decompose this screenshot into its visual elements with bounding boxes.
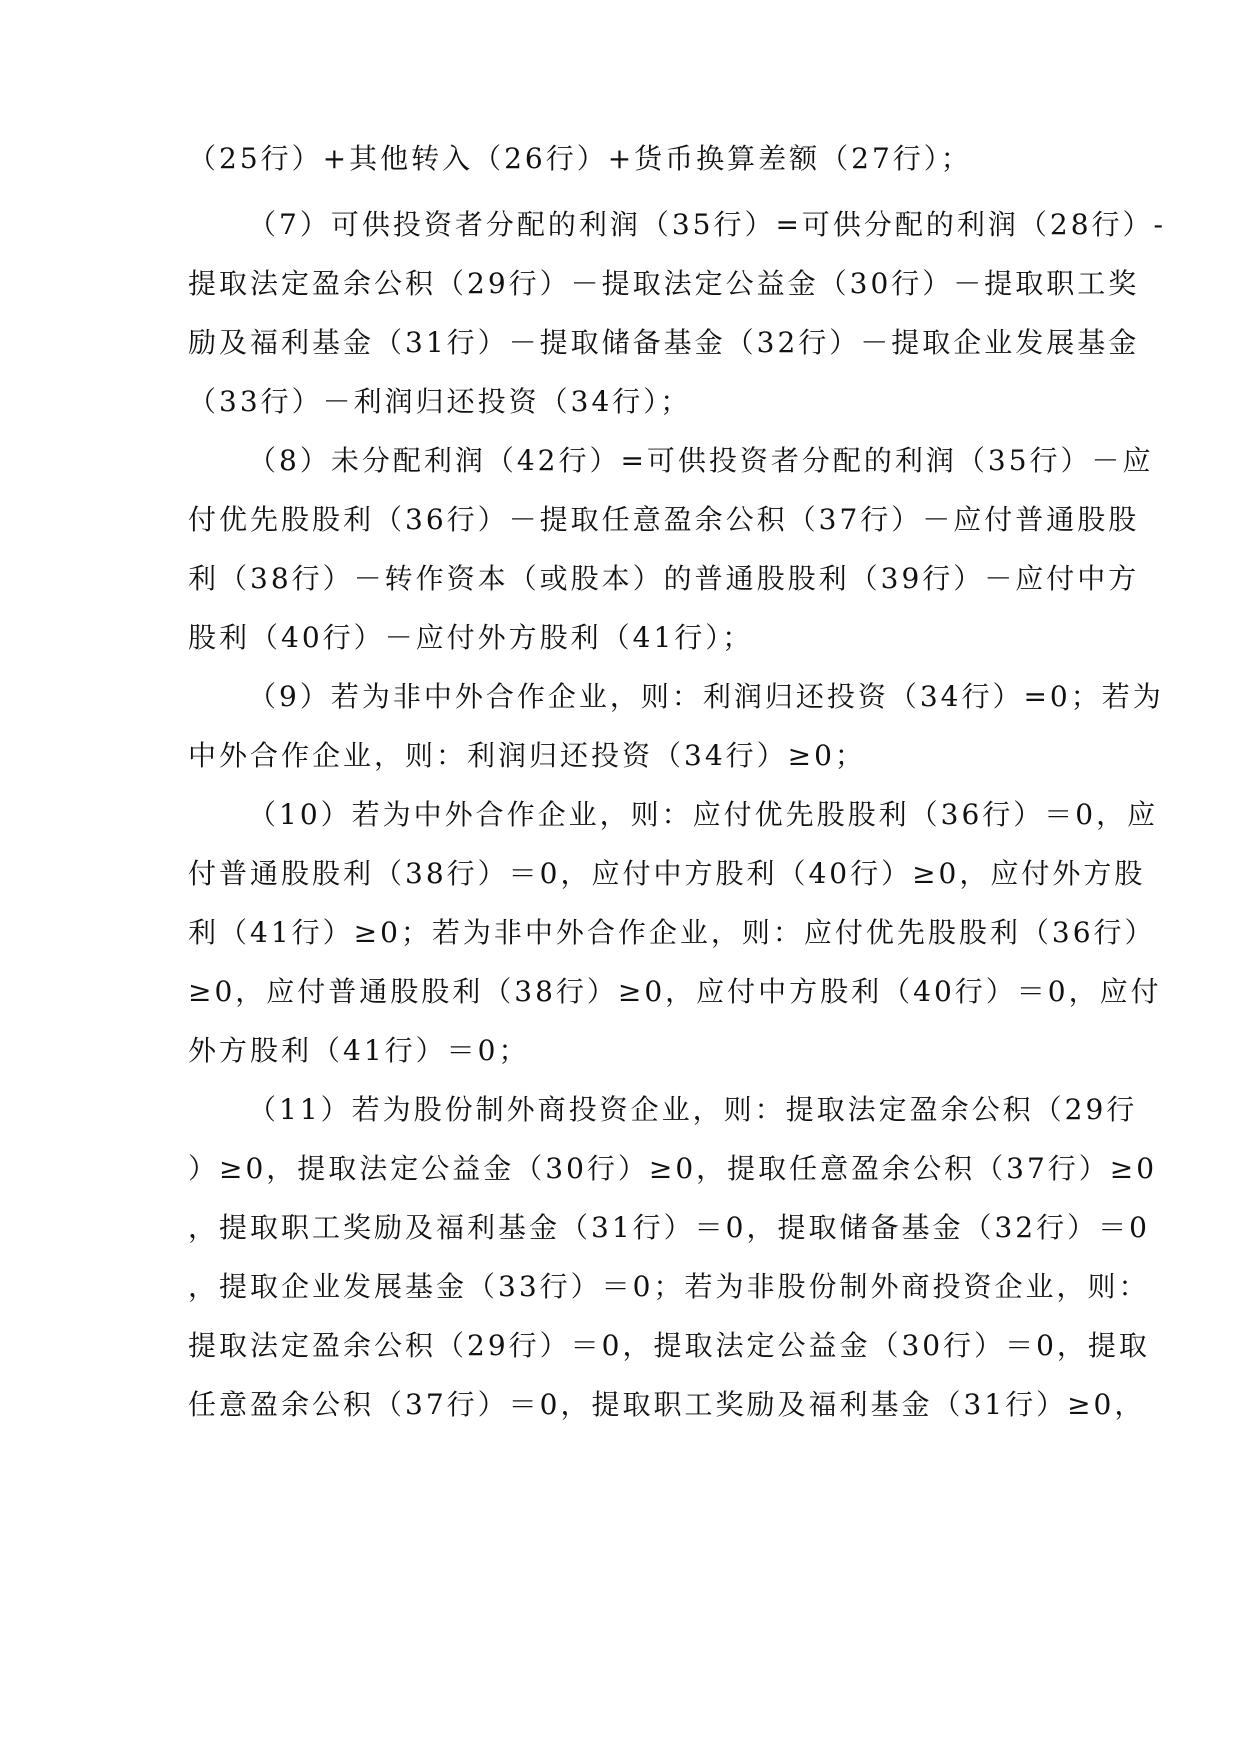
paragraph-9-first-line: （9）若为非中外合作企业，则：利润归还投资（34行）=0；若为 [248,680,1164,713]
text-line: 任意盈余公积（37行）＝0，提取职工奖励及福利基金（31行）≥0， [188,1388,1146,1421]
paragraph-7-first-line: （7）可供投资者分配的利润（35行）=可供分配的利润（28行）- [248,208,1166,241]
text-line: 利（38行）－转作资本（或股本）的普通股股利（39行）－应付中方 [188,562,1140,595]
text-line: 付普通股股利（38行）＝0，应付中方股利（40行）≥0，应付外方股 [188,857,1146,890]
paragraph-8-first-line: （8）未分配利润（42行）=可供投资者分配的利润（35行）－应 [248,444,1154,477]
text-line: ≥0，应付普通股股利（38行）≥0，应付中方股利（40行）＝0，应付 [188,975,1162,1008]
text-line: 励及福利基金（31行）－提取储备基金（32行）－提取企业发展基金 [188,326,1140,359]
text-line: 中外合作企业，则：利润归还投资（34行）≥0； [188,739,866,772]
text-line: ，提取企业发展基金（33行）＝0；若为非股份制外商投资企业，则： [188,1270,1150,1303]
paragraph-10-first-line: （10）若为中外合作企业，则：应付优先股股利（36行）＝0，应 [248,798,1159,831]
paragraph-11-first-line: （11）若为股份制外商投资企业，则：提取法定盈余公积（29行 [248,1093,1138,1126]
text-line: ）≥0，提取法定公益金（30行）≥0，提取任意盈余公积（37行）≥0 [188,1152,1158,1185]
text-line: ，提取职工奖励及福利基金（31行）＝0，提取储备基金（32行）＝0 [188,1211,1150,1244]
text-line: 股利（40行）－应付外方股利（41行）； [188,621,754,654]
text-line: 外方股利（41行）＝0； [188,1034,530,1067]
text-line: 提取法定盈余公积（29行）－提取法定公益金（30行）－提取职工奖 [188,267,1140,300]
text-line: 提取法定盈余公积（29行）＝0，提取法定公益金（30行）＝0，提取 [188,1329,1150,1362]
text-line: （25行）+其他转入（26行）+货币换算差额（27行）； [188,142,972,175]
text-line: 利（41行）≥0；若为非中外合作企业，则：应付优先股股利（36行） [188,916,1156,949]
text-line: 付优先股股利（36行）－提取任意盈余公积（37行）－应付普通股股 [188,503,1140,536]
text-line: （33行）－利润归还投资（34行）； [188,385,692,418]
